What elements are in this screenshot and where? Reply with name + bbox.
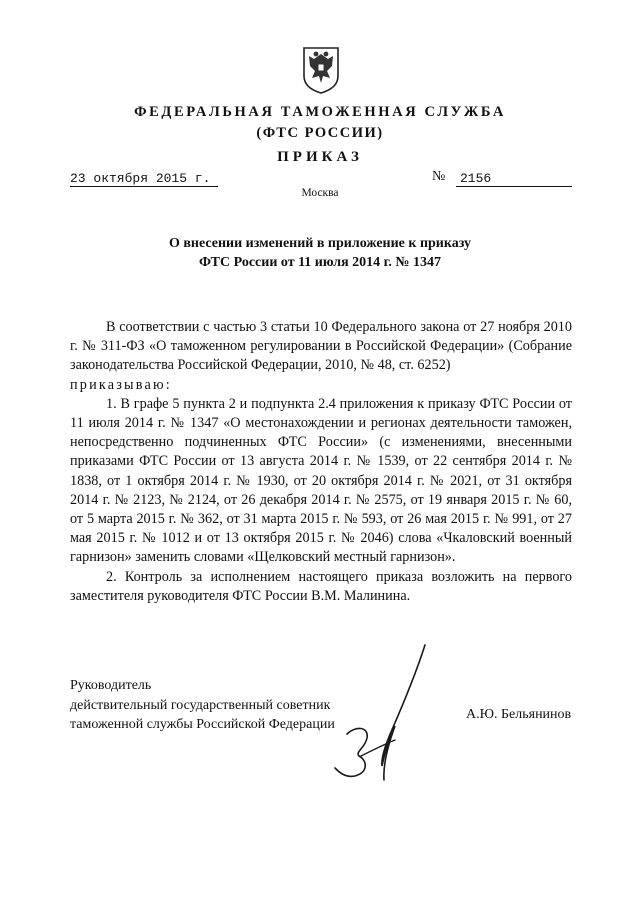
order-date: 23 октября 2015 г. [70, 171, 218, 187]
document-type-title: ПРИКАЗ [277, 149, 363, 165]
handwritten-signature [325, 640, 445, 790]
signatory-position [70, 676, 335, 735]
preamble-paragraph: В соответствии с частью 3 статьи 10 Федерального закона от 27 ноября 2010 г. № 311-ФЗ «О таможенном регулировании в Российской Федерации» (Собрание законодательства Российской Федерации, 2010, № 48, ст. 6252) [70, 319, 572, 374]
position-line-1: Руководитель [70, 678, 152, 693]
agency-name: ФЕДЕРАЛЬНАЯ ТАМОЖЕННАЯ СЛУЖБА [134, 104, 506, 120]
position-line-3: таможенной службы Российской Федерации [70, 717, 335, 732]
subject-line-1: О внесении изменений в приложение к приказу [168, 236, 472, 251]
order-body [70, 318, 572, 606]
number-sign: № [432, 169, 446, 184]
coat-of-arms-emblem [300, 42, 342, 94]
city-label: Москва [301, 187, 339, 199]
signatory-name: А.Ю. Бельянинов [466, 707, 572, 722]
item-2-paragraph: 2. Контроль за исполнением настоящего приказа возложить на первого заместителя руководителя ФТС России В.М. Малинина. [70, 568, 572, 604]
subject-line-2: ФТС России от 11 июля 2014 г. № 1347 [199, 255, 441, 270]
order-number: 2156 [456, 171, 572, 187]
position-line-2: действительный государственный советник [70, 697, 331, 713]
order-subject [0, 234, 640, 272]
order-word: приказываю: [70, 376, 172, 393]
agency-abbreviation: (ФТС РОССИИ) [256, 125, 384, 141]
item-1-paragraph: 1. В графе 5 пункта 2 и подпункта 2.4 приложения к приказу ФТС России от 11 июля 2014 г. № 1347 «О местонахождении и регионах деятельности таможен, непосредственно подчиненных ФТС России» (с изменениями, внесенными приказами ФТС России от 13 августа 2014 г. № 1539, от 22 сентября 2014 г. № 1838, от 1 октября 2014 г. № 1930, от 20 октября 2014 г. № 2021, от 31 октября 2014 г. № 2123, № 2124, от 26 декабря 2014 г. № 2575, от 19 января 2015 г. № 60, от 5 марта 2015 г. № 362, от 31 марта 2015 г. № 593, от 26 мая 2015 г. № 991, от 27 мая 2015 г. № 1012 и от 13 октября 2015 г. № 2046) слова «Чкаловский военный гарнизон» заменить словами «Щелковский местный гарнизон». [70, 395, 572, 566]
